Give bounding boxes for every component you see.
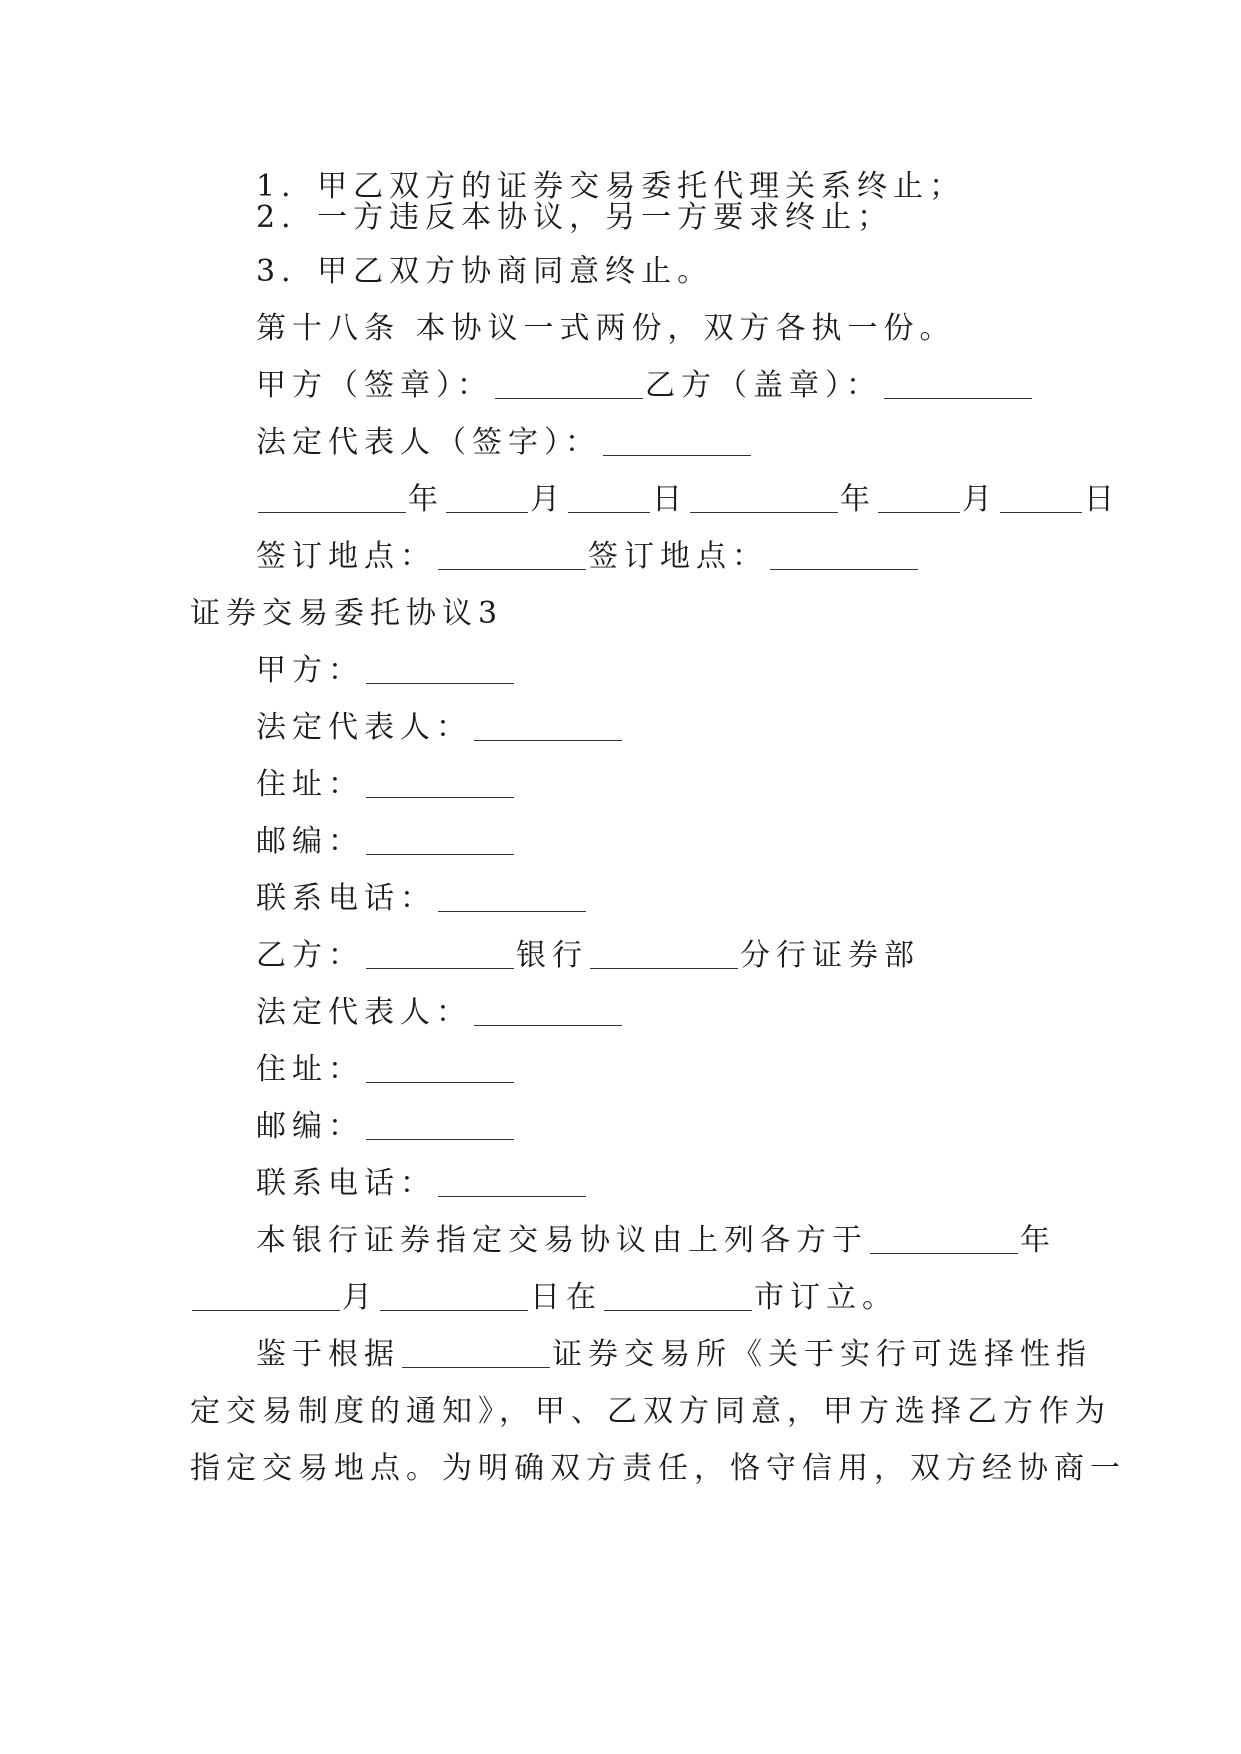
agreement-date-line-2: 月 日在 市订立。 (190, 1276, 1241, 1320)
party-b-bank-blank[interactable] (366, 938, 514, 969)
preamble-line-1: 鉴于根据 证券交易所《关于实行可选择性指 (256, 1337, 1092, 1372)
party-a-address-blank[interactable] (366, 767, 514, 798)
preamble-line-2: 定交易制度的通知》，甲、乙双方同意，甲方选择乙方作为 (190, 1394, 1111, 1429)
signing-place-blank-a[interactable] (438, 539, 586, 570)
party-a-phone-line: 联系电话： (256, 877, 1241, 921)
legal-rep-signature-line: 法定代表人（签字）： (256, 421, 1241, 465)
party-a-phone-blank[interactable] (438, 881, 586, 912)
party-b-address-line: 住址： (256, 1048, 1241, 1092)
clause-3: 3．甲乙双方协商同意终止。 (256, 254, 714, 289)
party-b-line: 乙方： 银行 分行证券部 (256, 938, 920, 973)
month-blank-b[interactable] (878, 482, 960, 513)
party-a-signature-blank[interactable] (495, 368, 643, 399)
party-b-address-blank[interactable] (366, 1052, 514, 1083)
preamble-line-3: 指定交易地点。为明确双方责任，恪守信用，双方经协商一 (190, 1451, 1126, 1486)
date-line: 年 月 日 年 月 日 (256, 478, 1241, 522)
party-a-postcode-blank[interactable] (366, 824, 514, 855)
party-b-phone-blank[interactable] (438, 1166, 586, 1197)
party-a-postcode-line: 邮编： (256, 820, 1241, 864)
party-b-postcode-blank[interactable] (366, 1109, 514, 1140)
agreement-month-blank[interactable] (192, 1280, 340, 1311)
party-a-blank[interactable] (366, 653, 514, 684)
exchange-name-blank[interactable] (402, 1337, 550, 1368)
year-blank-a[interactable] (258, 482, 406, 513)
month-blank-a[interactable] (446, 482, 528, 513)
party-b-legal-rep-line: 法定代表人： (256, 991, 1241, 1035)
agreement-year-blank[interactable] (870, 1223, 1018, 1254)
signing-place-blank-b[interactable] (770, 539, 918, 570)
section-title: 证券交易委托协议3 (190, 596, 504, 631)
agreement-city-blank[interactable] (604, 1280, 752, 1311)
party-b-legal-rep-blank[interactable] (474, 995, 622, 1026)
signing-place-line: 签订地点： 签订地点： (256, 535, 1241, 579)
clause-2: 2．一方违反本协议，另一方要求终止； (256, 200, 894, 235)
party-b-phone-line: 联系电话： (256, 1162, 1241, 1206)
legal-rep-signature-blank[interactable] (603, 425, 751, 456)
agreement-date-line: 本银行证券指定交易协议由上列各方于 年 (256, 1223, 1056, 1258)
day-blank-a[interactable] (568, 482, 650, 513)
party-a-line: 甲方： (256, 649, 1241, 693)
article-18: 第十八条 本协议一式两份，双方各执一份。 (256, 311, 956, 346)
party-b-branch-blank[interactable] (590, 938, 738, 969)
day-blank-b[interactable] (1000, 482, 1082, 513)
clause-1: 1．甲乙双方的证券交易委托代理关系终止； (256, 169, 966, 204)
party-a-legal-rep-line: 法定代表人： (256, 706, 1241, 750)
party-signature-line: 甲方（签章）： 乙方（盖章）： (256, 364, 1241, 408)
party-b-seal-blank[interactable] (884, 368, 1032, 399)
party-a-legal-rep-blank[interactable] (474, 710, 622, 741)
party-b-postcode-line: 邮编： (256, 1105, 1241, 1149)
party-a-address-line: 住址： (256, 763, 1241, 807)
year-blank-b[interactable] (690, 482, 838, 513)
agreement-day-blank[interactable] (380, 1280, 528, 1311)
